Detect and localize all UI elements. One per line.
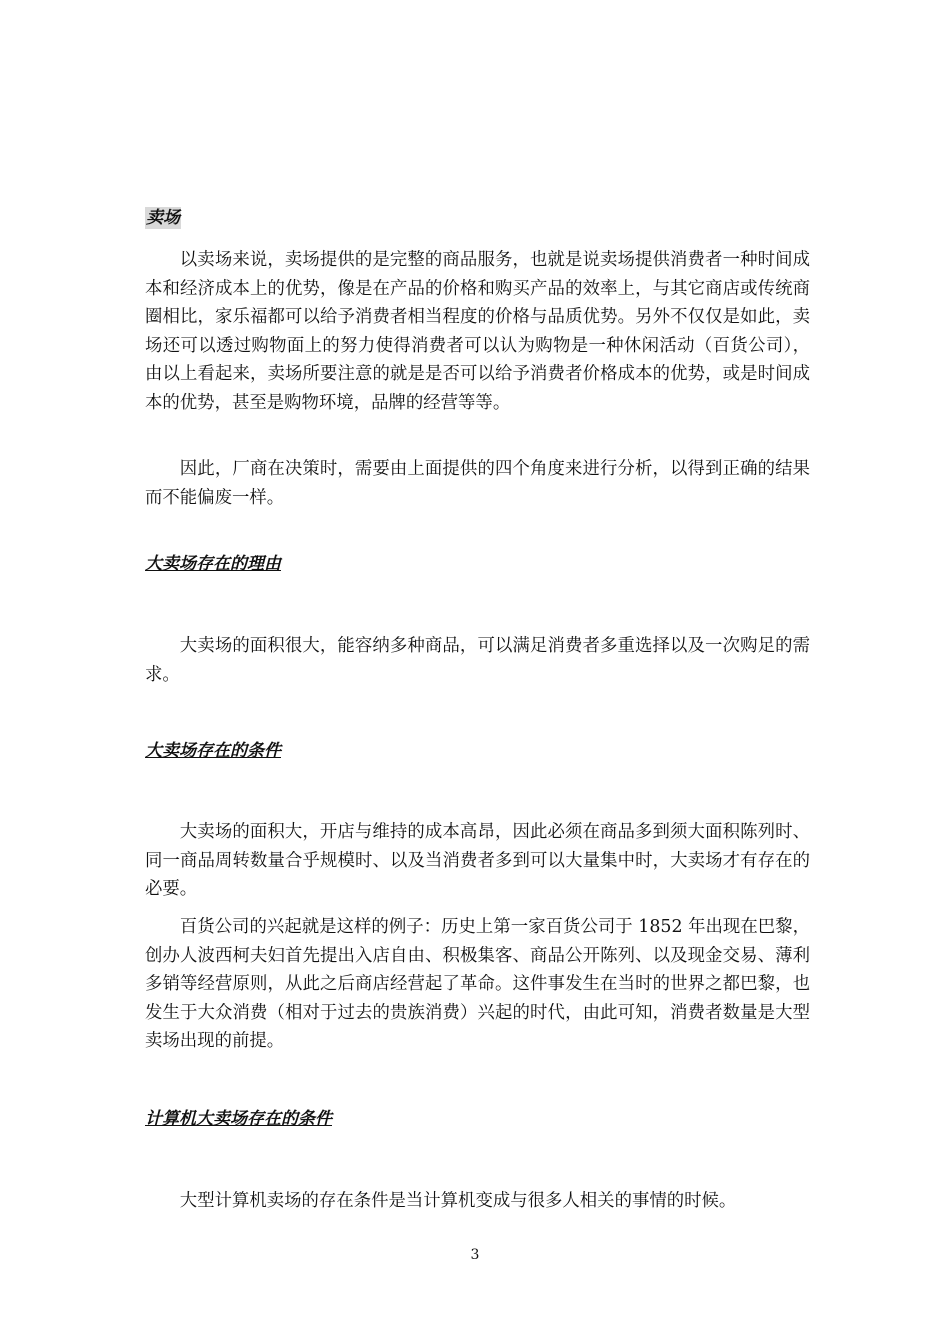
paragraph: 大型计算机卖场的存在条件是当计算机变成与很多人相关的事情的时候。 (179, 1191, 737, 1211)
paragraph: 大卖场的面积很大，能容纳多种商品，可以满足消费者多重选择以及一次购足的需求。 (145, 636, 810, 685)
paragraph: 因此，厂商在决策时，需要由上面提供的四个角度来进行分析，以得到正确的结果而不能偏废一样。 (145, 459, 810, 508)
paragraph: 以卖场来说，卖场提供的是完整的商品服务，也就是说卖场提供消费者一种时间成本和经济成本上的优势，像是在产品的价格和购买产品的效率上，与其它商店或传统商圈相比，家乐福都可以给予消费者相当程度的价格与品质优势。另外不仅仅是如此，卖场还可以透过购物面上的努力使得消费者可以认为购物是一种休闲活动（百货公司），由以上看起来，卖场所要注意的就是是否可以给予消费者价格成本的优势，或是时间成本的优势，甚至是购物环境，品牌的经营等等。 (145, 250, 810, 413)
page-number: 3 (470, 1247, 480, 1263)
section-heading-computer-conditions: 计算机大卖场存在的条件 (145, 1109, 332, 1129)
paragraph: 大卖场的面积大，开店与维持的成本高昂，因此必须在商品多到须大面积陈列时、同一商品周转数量合乎规模时、以及当消费者多到可以大量集中时，大卖场才有存在的必要。 (145, 822, 810, 900)
section-heading-reason: 大卖场存在的理由 (145, 554, 281, 574)
section-heading-conditions: 大卖场存在的条件 (145, 741, 281, 761)
paragraph: 百货公司的兴起就是这样的例子：历史上第一家百货公司于 1852 年出现在巴黎，创办人波西柯夫妇首先提出入店自由、积极集客、商品公开陈列、以及现金交易、薄利多销等经营原则，从此之后商店经营起了革命。这件事发生在当时的世界之都巴黎，也发生于大众消费（相对于过去的贵族消费）兴起的时代，由此可知，消费者数量是大型卖场出现的前提。 (145, 917, 810, 1052)
section-heading-maichang: 卖场 (146, 208, 180, 228)
